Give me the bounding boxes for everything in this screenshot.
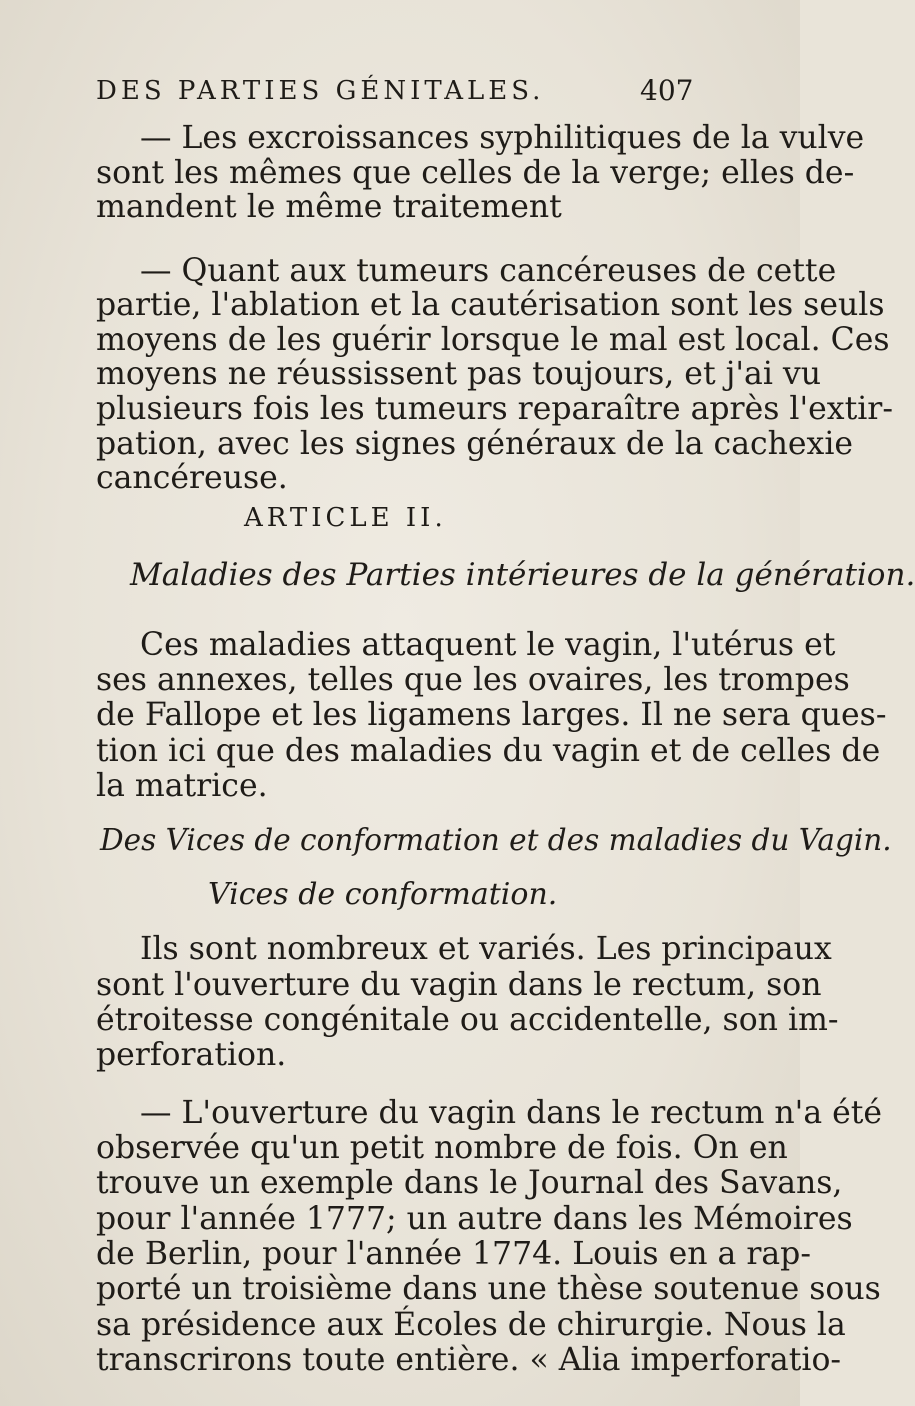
text-line: observée qu'un petit nombre de fois. On en [96,1129,788,1166]
text-line: perforation. [96,1037,287,1074]
text-line: mandent le même traitement [96,189,562,225]
text-line: sont l'ouverture du vagin dans le rectum, son [96,966,822,1003]
text-line: cancéreuse. [96,460,288,496]
text-line: sont les mêmes que celles de la verge; elles de- [96,154,855,191]
text-line: pour l'année 1777; un autre dans les Mémoires [96,1200,853,1237]
text-line: moyens de les guérir lorsque le mal est local. Ces [96,321,890,358]
text-line: plusieurs fois les tumeurs reparaître après l'extir- [96,390,894,427]
text-line: — L'ouverture du vagin dans le rectum n'a été [140,1094,883,1131]
text-line: porté un troisième dans une thèse soutenue sous [96,1271,881,1308]
text-line: étroitesse congénitale ou accidentelle, son im- [96,1001,839,1038]
text-line: moyens ne réussissent pas toujours, et j'ai vu [96,356,821,393]
text-line: pation, avec les signes généraux de la cachexie [96,425,854,462]
text-line: sa présidence aux Écoles de chirurgie. Nous la [96,1306,846,1343]
text-line: transcrirons toute entière. « Alia imperforatio- [96,1342,842,1378]
text-line: trouve un exemple dans le Journal des Savans, [96,1165,843,1202]
text-line: ses annexes, telles que les ovaires, les trompes [96,661,850,698]
sub-subsection-heading: Vices de conformation. [208,877,558,913]
text-line: tion ici que des maladies du vagin et de celles de [96,732,881,769]
page-number: 407 [640,74,694,107]
text-line: Ces maladies attaquent le vagin, l'utérus et [140,626,836,663]
text-line: — Quant aux tumeurs cancéreuses de cette [140,252,837,289]
text-line: la matrice. [96,768,268,805]
text-line: — Les excroissances syphilitiques de la vulve [140,120,865,156]
article-heading: ARTICLE II. [244,503,447,534]
subsection-heading: Des Vices de conformation et des maladies du Vagin. [100,823,892,858]
running-title: DES PARTIES GÉNITALES. [96,76,545,106]
section-heading: Maladies des Parties intérieures de la génération. [130,557,915,594]
text-line: Ils sont nombreux et variés. Les principaux [140,931,832,968]
text-line: de Fallope et les ligamens larges. Il ne sera ques- [96,697,887,734]
text-line: de Berlin, pour l'année 1774. Louis en a rap- [96,1235,811,1272]
text-line: partie, l'ablation et la cautérisation sont les seuls [96,287,885,324]
page-header [0,72,800,112]
